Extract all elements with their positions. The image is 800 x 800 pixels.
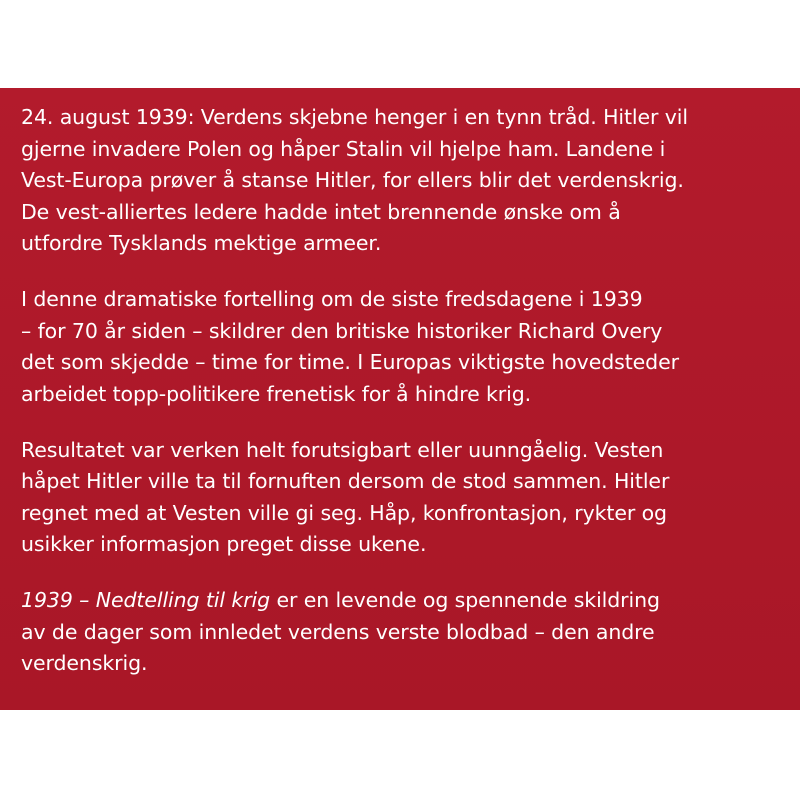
text-line: utfordre Tysklands mektige armeer. [21,231,382,255]
text-line: gjerne invadere Polen og håper Stalin vil hjelpe ham. Landene i [21,136,666,161]
paragraph-1 [21,102,791,260]
text-line: I denne dramatiske fortelling om de siste fredsdagene i 1939 [21,287,643,311]
paragraph-2 [21,284,791,410]
text-line: Resultatet var verken helt forutsigbart eller uunngåelig. Vesten [21,437,664,462]
text-line: – for 70 år siden – skildrer den britiske historiker Richard Overy [21,318,663,343]
text-line-rest: er en levende og spennende skildring [270,588,660,612]
text-line: verdenskrig. [21,651,148,675]
text-line [21,585,791,617]
text-line: De vest-alliertes ledere hadde intet brennende ønske om å [21,199,621,224]
text-line: usikker informasjon preget disse ukene. [21,532,427,556]
text-line: av de dager som innledet verdens verste blodbad – den andre [21,619,655,644]
text-line: Vest-Europa prøver å stanse Hitler, for ellers blir det verdenskrig. [21,168,684,192]
paragraph-4 [21,585,791,680]
blurb-text [21,102,791,704]
text-line: det som skjedde – time for time. I Europas viktigste hovedsteder [21,350,679,374]
text-line: regnet med at Vesten ville gi seg. Håp, konfrontasjon, rykter og [21,500,667,525]
text-line: håpet Hitler ville ta til fornuften dersom de stod sammen. Hitler [21,469,670,493]
text-line: 24. august 1939: Verdens skjebne henger i en tynn tråd. Hitler vil [21,105,688,129]
paragraph-3 [21,435,791,561]
book-title-italic: 1939 – Nedtelling til krig [21,588,271,612]
text-line: arbeidet topp-politikere frenetisk for å hindre krig. [21,381,532,406]
